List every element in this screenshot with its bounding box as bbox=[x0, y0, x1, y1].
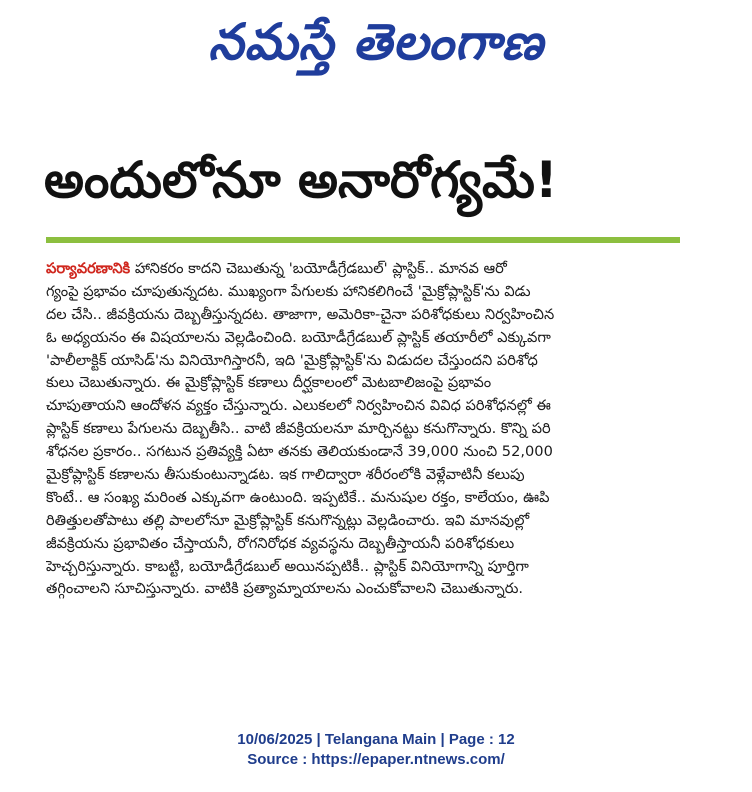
article-line: శోధనల ప్రకారం.. సగటున ప్రతివ్యక్తి ఏటా తనకు తెలియకుండానే 39,000 నుంచి 52,000 bbox=[46, 443, 553, 461]
article-lead-word: పర్యావరణానికి bbox=[46, 260, 131, 277]
article-line: రితిత్తులతోపాటు తల్లి పాలలోనూ మైక్రోప్లాస్టిక్ కనుగొన్నట్లు వెల్లడించారు. ఇవి మానవుల్లో bbox=[46, 511, 530, 529]
article-body bbox=[46, 258, 686, 601]
article-line: జీవక్రియను ప్రభావితం చేస్తాయనీ, రోగనిరోధక వ్యవస్థను దెబ్బతీస్తాయనీ పరిశోధకులు bbox=[46, 534, 515, 552]
masthead-logo: నమస్తే తెలంగాణ bbox=[208, 13, 544, 71]
footer-source-link[interactable]: Source : https://epaper.ntnews.com/ bbox=[247, 751, 505, 768]
article-line: కొంటే.. ఆ సంఖ్య మరింత ఎక్కువగా ఉంటుంది. ఇప్పటికే.. మనుషుల రక్తం, కాలేయం, ఊపి bbox=[46, 488, 550, 506]
article-line: చూపుతాయని ఆందోళన వ్యక్తం చేస్తున్నారు. ఎలుకలలో నిర్వహించిన వివిధ పరిశోధనల్లో ఈ bbox=[46, 397, 551, 415]
headline-divider bbox=[46, 237, 680, 243]
article-line: తగ్గించాలని సూచిస్తున్నారు. వాటికి ప్రత్యామ్నాయాలను ఎంచుకోవాలని చెబుతున్నారు. bbox=[46, 580, 524, 598]
article-headline: అందులోనూ అనారోగ్యమే! bbox=[44, 151, 558, 209]
article-line: 'పాలీలాక్టిక్ యాసిడ్'ను వినియోగిస్తారనీ, ఇది 'మైక్రోప్లాస్టిక్'ను విడుదల చేస్తుందని పరిశోధ bbox=[46, 351, 538, 369]
article-line: గ్యంపై ప్రభావం చూపుతున్నదట. ముఖ్యంగా పేగులకు హానికలిగించే 'మైక్రోప్లాస్టిక్'ను విడు bbox=[46, 282, 531, 300]
article-line bbox=[46, 258, 686, 281]
article-line: ఓ అధ్యయనం ఈ విషయాలను వెల్లడించింది. బయోడీగ్రేడబుల్ ప్లాస్టిక్ తయారీలో ఎక్కువగా bbox=[46, 328, 551, 346]
article-line: ప్లాస్టిక్ కణాలు పేగులను దెబ్బతీసి.. వాటి జీవక్రియలనూ మార్చినట్టు కనుగొన్నారు. కొన్ని పరి bbox=[46, 420, 551, 438]
article-line: హెచ్చరిస్తున్నారు. కాబట్టి, బయోడీగ్రేడబుల్ అయినప్పటికీ.. ప్లాస్టిక్ వినియోగాన్ని పూర్తిగా bbox=[46, 557, 529, 575]
article-line: దల చేసి.. జీవక్రియను దెబ్బతీస్తున్నదట. తాజాగా, అమెరికా-చైనా పరిశోధకులు నిర్వహించిన bbox=[46, 305, 555, 323]
article-line: కులు చెబుతున్నారు. ఈ మైక్రోప్లాస్టిక్ కణాలు దీర్ఘకాలంలో మెటబాలిజంపై ప్రభావం bbox=[46, 374, 492, 392]
article-line-text: హానికరం కాదని చెబుతున్న 'బయోడీగ్రేడబుల్' ప్లాస్టిక్.. మానవ ఆరో bbox=[130, 260, 507, 277]
article-line: మైక్రోప్లాస్టిక్ కణాలను తీసుకుంటున్నాడట. ఇక గాలిద్వారా శరీరంలోకి వెళ్లేవాటినీ కలుపు bbox=[46, 466, 525, 484]
footer-edition-info: 10/06/2025 | Telangana Main | Page : 12 bbox=[237, 731, 515, 748]
